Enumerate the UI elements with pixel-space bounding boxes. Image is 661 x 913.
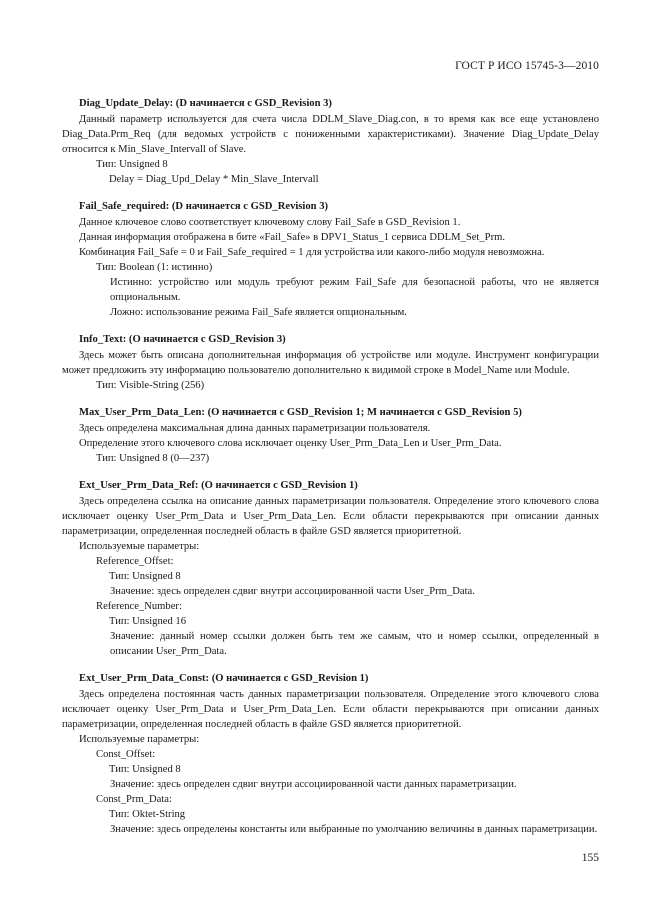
- section-line: Здесь определена постоянная часть данных параметризации пользователя. Определение этого ключевого слова исключает оценку User_Prm_Data и User_Prm_Data_Len. Если области перекрываются при описании данных параметризации, определенная последней область в файле GSD является приоритетной.: [62, 689, 599, 730]
- section-line: Используемые параметры:: [79, 734, 200, 745]
- definition-section: [62, 478, 599, 659]
- definition-section: [62, 405, 599, 466]
- section-line: Const_Offset:: [96, 749, 156, 760]
- section-line: Тип: Oktet-String: [109, 809, 186, 820]
- section-line: Данное ключевое слово соответствует ключевому слову Fail_Safe в GSD_Revision 1.: [79, 217, 461, 228]
- section-line: Тип: Visible-String (256): [96, 380, 205, 391]
- section-line: Тип: Unsigned 8 (0—237): [96, 453, 210, 464]
- section-line: Reference_Number:: [96, 601, 182, 612]
- section-line: Ложно: использование режима Fail_Safe является опциональным.: [110, 307, 407, 318]
- definition-section: [62, 199, 599, 320]
- section-title: Fail_Safe_required: (D начинается с GSD_Revision 3): [79, 201, 329, 212]
- section-line: Комбинация Fail_Safe = 0 и Fail_Safe_required = 1 для устройства или какого-либо модуля невозможна.: [79, 247, 545, 258]
- document-body: [62, 96, 599, 849]
- section-title: Max_User_Prm_Data_Len: (O начинается с GSD_Revision 1; M начинается с GSD_Revision 5): [79, 407, 522, 418]
- definition-section: [62, 671, 599, 837]
- section-line: Тип: Unsigned 16: [109, 616, 186, 627]
- section-line: Const_Prm_Data:: [96, 794, 172, 805]
- section-title: Info_Text: (O начинается с GSD_Revision 3): [79, 334, 286, 345]
- section-line: Delay = Diag_Upd_Delay * Min_Slave_Intervall: [109, 174, 319, 185]
- section-line: Значение: здесь определены константы или выбранные по умолчанию величины в данных параметризации.: [110, 824, 598, 835]
- section-line: Тип: Unsigned 8: [109, 764, 181, 775]
- section-line: Определение этого ключевого слова исключает оценку User_Prm_Data_Len и User_Prm_Data.: [79, 438, 502, 449]
- section-line: Здесь может быть описана дополнительная информация об устройстве или модуле. Инструмент конфигурации может предложить эту информацию пользователю дополнительно к видимой строке в Model_Name или Module.: [62, 350, 599, 376]
- definition-section: [62, 332, 599, 393]
- section-line: Тип: Unsigned 8: [109, 571, 181, 582]
- section-line: Reference_Offset:: [96, 556, 174, 567]
- section-line: Используемые параметры:: [79, 541, 200, 552]
- page-number: 155: [581, 852, 599, 864]
- section-line: Данная информация отображена в бите «Fail_Safe» в DPV1_Status_1 сервиса DDLM_Set_Prm.: [79, 232, 505, 243]
- section-line: Значение: здесь определен сдвиг внутри ассоциированной части данных параметризации.: [110, 779, 517, 790]
- definition-section: [62, 96, 599, 187]
- section-title: Diag_Update_Delay: (D начинается с GSD_Revision 3): [79, 98, 332, 109]
- section-title: Ext_User_Prm_Data_Ref: (O начинается с GSD_Revision 1): [79, 480, 358, 491]
- section-line: Тип: Unsigned 8: [96, 159, 168, 170]
- document-header: ГОСТ Р ИСО 15745-3—2010: [455, 60, 599, 72]
- section-line: Значение: здесь определен сдвиг внутри ассоциированной части User_Prm_Data.: [110, 586, 475, 597]
- section-line: Данный параметр используется для счета числа DDLM_Slave_Diag.con, в то время как все еще установлено Diag_Data.Prm_Req (для ведомых устройств с пониженными характеристиками). Значение Diag_Update_Delay относится к Min_Slave_Intervall of Slave.: [62, 114, 599, 155]
- section-line: Здесь определена ссылка на описание данных параметризации пользователя. Определение этого ключевого слова исключает оценку User_Prm_Data и User_Prm_Data_Len. Если области перекрываются при описании данных параметризации, определенная последней область в файле GSD является приоритетной.: [62, 496, 599, 537]
- section-line: Значение: данный номер ссылки должен быть тем же самым, что и номер ссылки, определенный в описании User_Prm_Data.: [110, 631, 599, 657]
- section-line: Здесь определена максимальная длина данных параметризации пользователя.: [79, 423, 431, 434]
- section-title: Ext_User_Prm_Data_Const: (O начинается с GSD_Revision 1): [79, 673, 369, 684]
- section-line: Тип: Boolean (1: истинно): [96, 262, 213, 273]
- section-line: Истинно: устройство или модуль требуют режим Fail_Safe для безопасной работы, что не является опциональным.: [110, 277, 599, 303]
